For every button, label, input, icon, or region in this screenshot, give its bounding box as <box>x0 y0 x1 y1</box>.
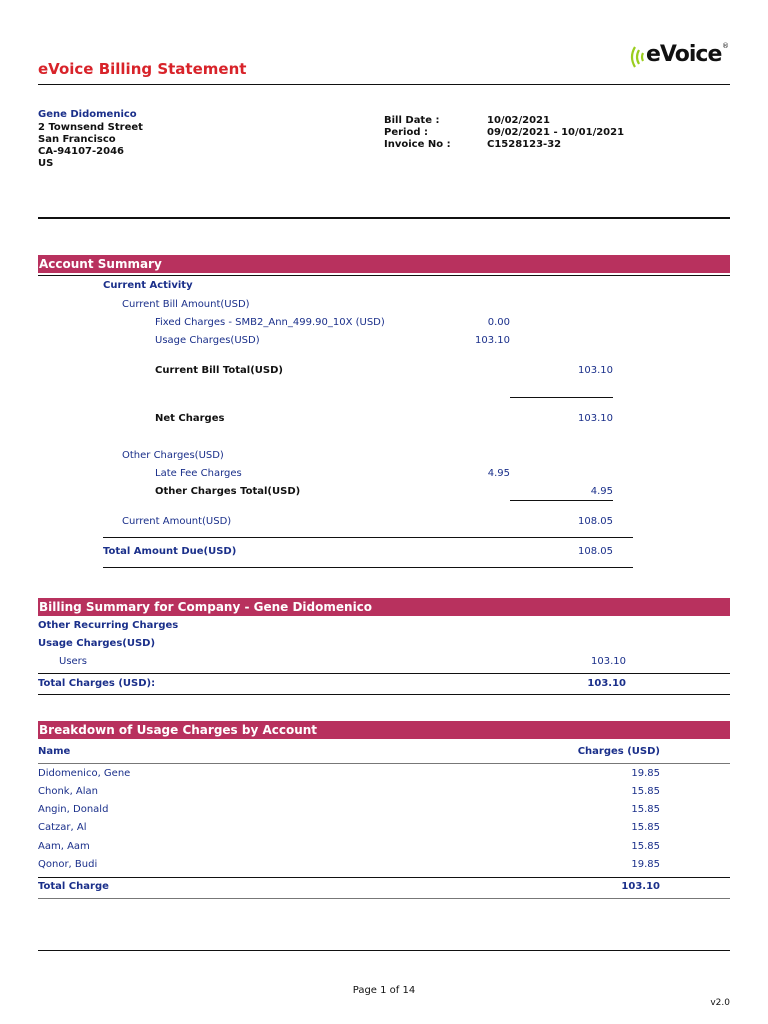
total-due-top-rule <box>103 537 633 538</box>
header-divider <box>38 84 730 85</box>
billing-total-bottom-rule <box>38 694 730 695</box>
table-row-name: Aam, Aam <box>38 841 90 852</box>
net-charges-value: 103.10 <box>578 413 613 424</box>
page-number: Page 1 of 14 <box>352 985 416 996</box>
table-row-charge: 15.85 <box>631 822 660 833</box>
users-label: Users <box>59 656 88 667</box>
breakdown-header: Breakdown of Usage Charges by Account <box>38 721 730 739</box>
table-row-name: Catzar, Al <box>38 822 87 833</box>
bill-date-label: Bill Date : <box>384 115 440 126</box>
page-title: eVoice Billing Statement <box>38 60 247 78</box>
users-value: 103.10 <box>591 656 626 667</box>
table-row-charge: 15.85 <box>631 804 660 815</box>
address-divider <box>38 217 730 219</box>
usage-charges-label: Usage Charges(USD) <box>155 335 260 346</box>
bill-date-value: 10/02/2021 <box>487 115 550 126</box>
breakdown-col-name: Name <box>38 746 71 757</box>
table-row-charge: 19.85 <box>631 768 660 779</box>
late-fee-value: 4.95 <box>487 468 510 479</box>
other-total-rule <box>510 500 613 501</box>
other-recurring-label: Other Recurring Charges <box>38 620 179 631</box>
breakdown-total-top-rule <box>38 877 730 878</box>
breakdown-col-charges: Charges (USD) <box>577 746 660 757</box>
net-charges-label: Net Charges <box>155 413 225 424</box>
breakdown-total-value: 103.10 <box>621 881 660 892</box>
other-charges-label: Other Charges(USD) <box>122 450 224 461</box>
customer-street: 2 Townsend Street <box>38 122 143 133</box>
breakdown-total-label: Total Charge <box>38 881 109 892</box>
customer-country: US <box>38 158 54 169</box>
billing-usage-charges-label: Usage Charges(USD) <box>38 638 156 649</box>
period-value: 09/02/2021 - 10/01/2021 <box>487 127 625 138</box>
account-summary-underline <box>38 275 730 276</box>
logo-registered-mark: ® <box>722 42 729 50</box>
current-activity-label: Current Activity <box>103 280 193 291</box>
subtotal-rule <box>510 397 613 398</box>
breakdown-header-rule <box>38 763 730 764</box>
customer-city: San Francisco <box>38 134 116 145</box>
signal-waves-icon <box>626 42 646 72</box>
usage-charges-value: 103.10 <box>475 335 510 346</box>
billing-total-label: Total Charges (USD): <box>38 678 156 689</box>
table-row-name: Didomenico, Gene <box>38 768 131 779</box>
table-row-name: Qonor, Budi <box>38 859 98 870</box>
customer-postal: CA-94107-2046 <box>38 146 125 157</box>
other-charges-total-value: 4.95 <box>590 486 613 497</box>
fixed-charges-label: Fixed Charges - SMB2_Ann_499.90_10X (USD) <box>155 317 385 328</box>
fixed-charges-value: 0.00 <box>487 317 510 328</box>
billing-total-value: 103.10 <box>587 678 626 689</box>
logo-text: eVoice <box>646 42 722 67</box>
version-label: v2.0 <box>710 998 730 1008</box>
billing-summary-header: Billing Summary for Company - Gene Didomenico <box>38 598 730 616</box>
invoice-value: C1528123-32 <box>487 139 562 150</box>
invoice-label: Invoice No : <box>384 139 451 150</box>
late-fee-label: Late Fee Charges <box>155 468 242 479</box>
current-bill-amount-label: Current Bill Amount(USD) <box>122 299 250 310</box>
table-row-charge: 15.85 <box>631 841 660 852</box>
total-due-bottom-rule <box>103 567 633 568</box>
table-row-charge: 19.85 <box>631 859 660 870</box>
table-row-name: Angin, Donald <box>38 804 109 815</box>
current-bill-total-value: 103.10 <box>578 365 613 376</box>
total-amount-due-value: 108.05 <box>578 546 613 557</box>
table-row-name: Chonk, Alan <box>38 786 99 797</box>
account-summary-header: Account Summary <box>38 255 730 273</box>
breakdown-total-bottom-rule <box>38 898 730 899</box>
current-amount-value: 108.05 <box>578 516 613 527</box>
current-amount-label: Current Amount(USD) <box>122 516 232 527</box>
table-row-charge: 15.85 <box>631 786 660 797</box>
total-amount-due-label: Total Amount Due(USD) <box>103 546 237 557</box>
current-bill-total-label: Current Bill Total(USD) <box>155 365 283 376</box>
billing-total-top-rule <box>38 673 730 674</box>
customer-name: Gene Didomenico <box>38 109 137 120</box>
period-label: Period : <box>384 127 428 138</box>
evoice-logo <box>626 40 730 72</box>
other-charges-total-label: Other Charges Total(USD) <box>155 486 301 497</box>
footer-divider <box>38 950 730 951</box>
